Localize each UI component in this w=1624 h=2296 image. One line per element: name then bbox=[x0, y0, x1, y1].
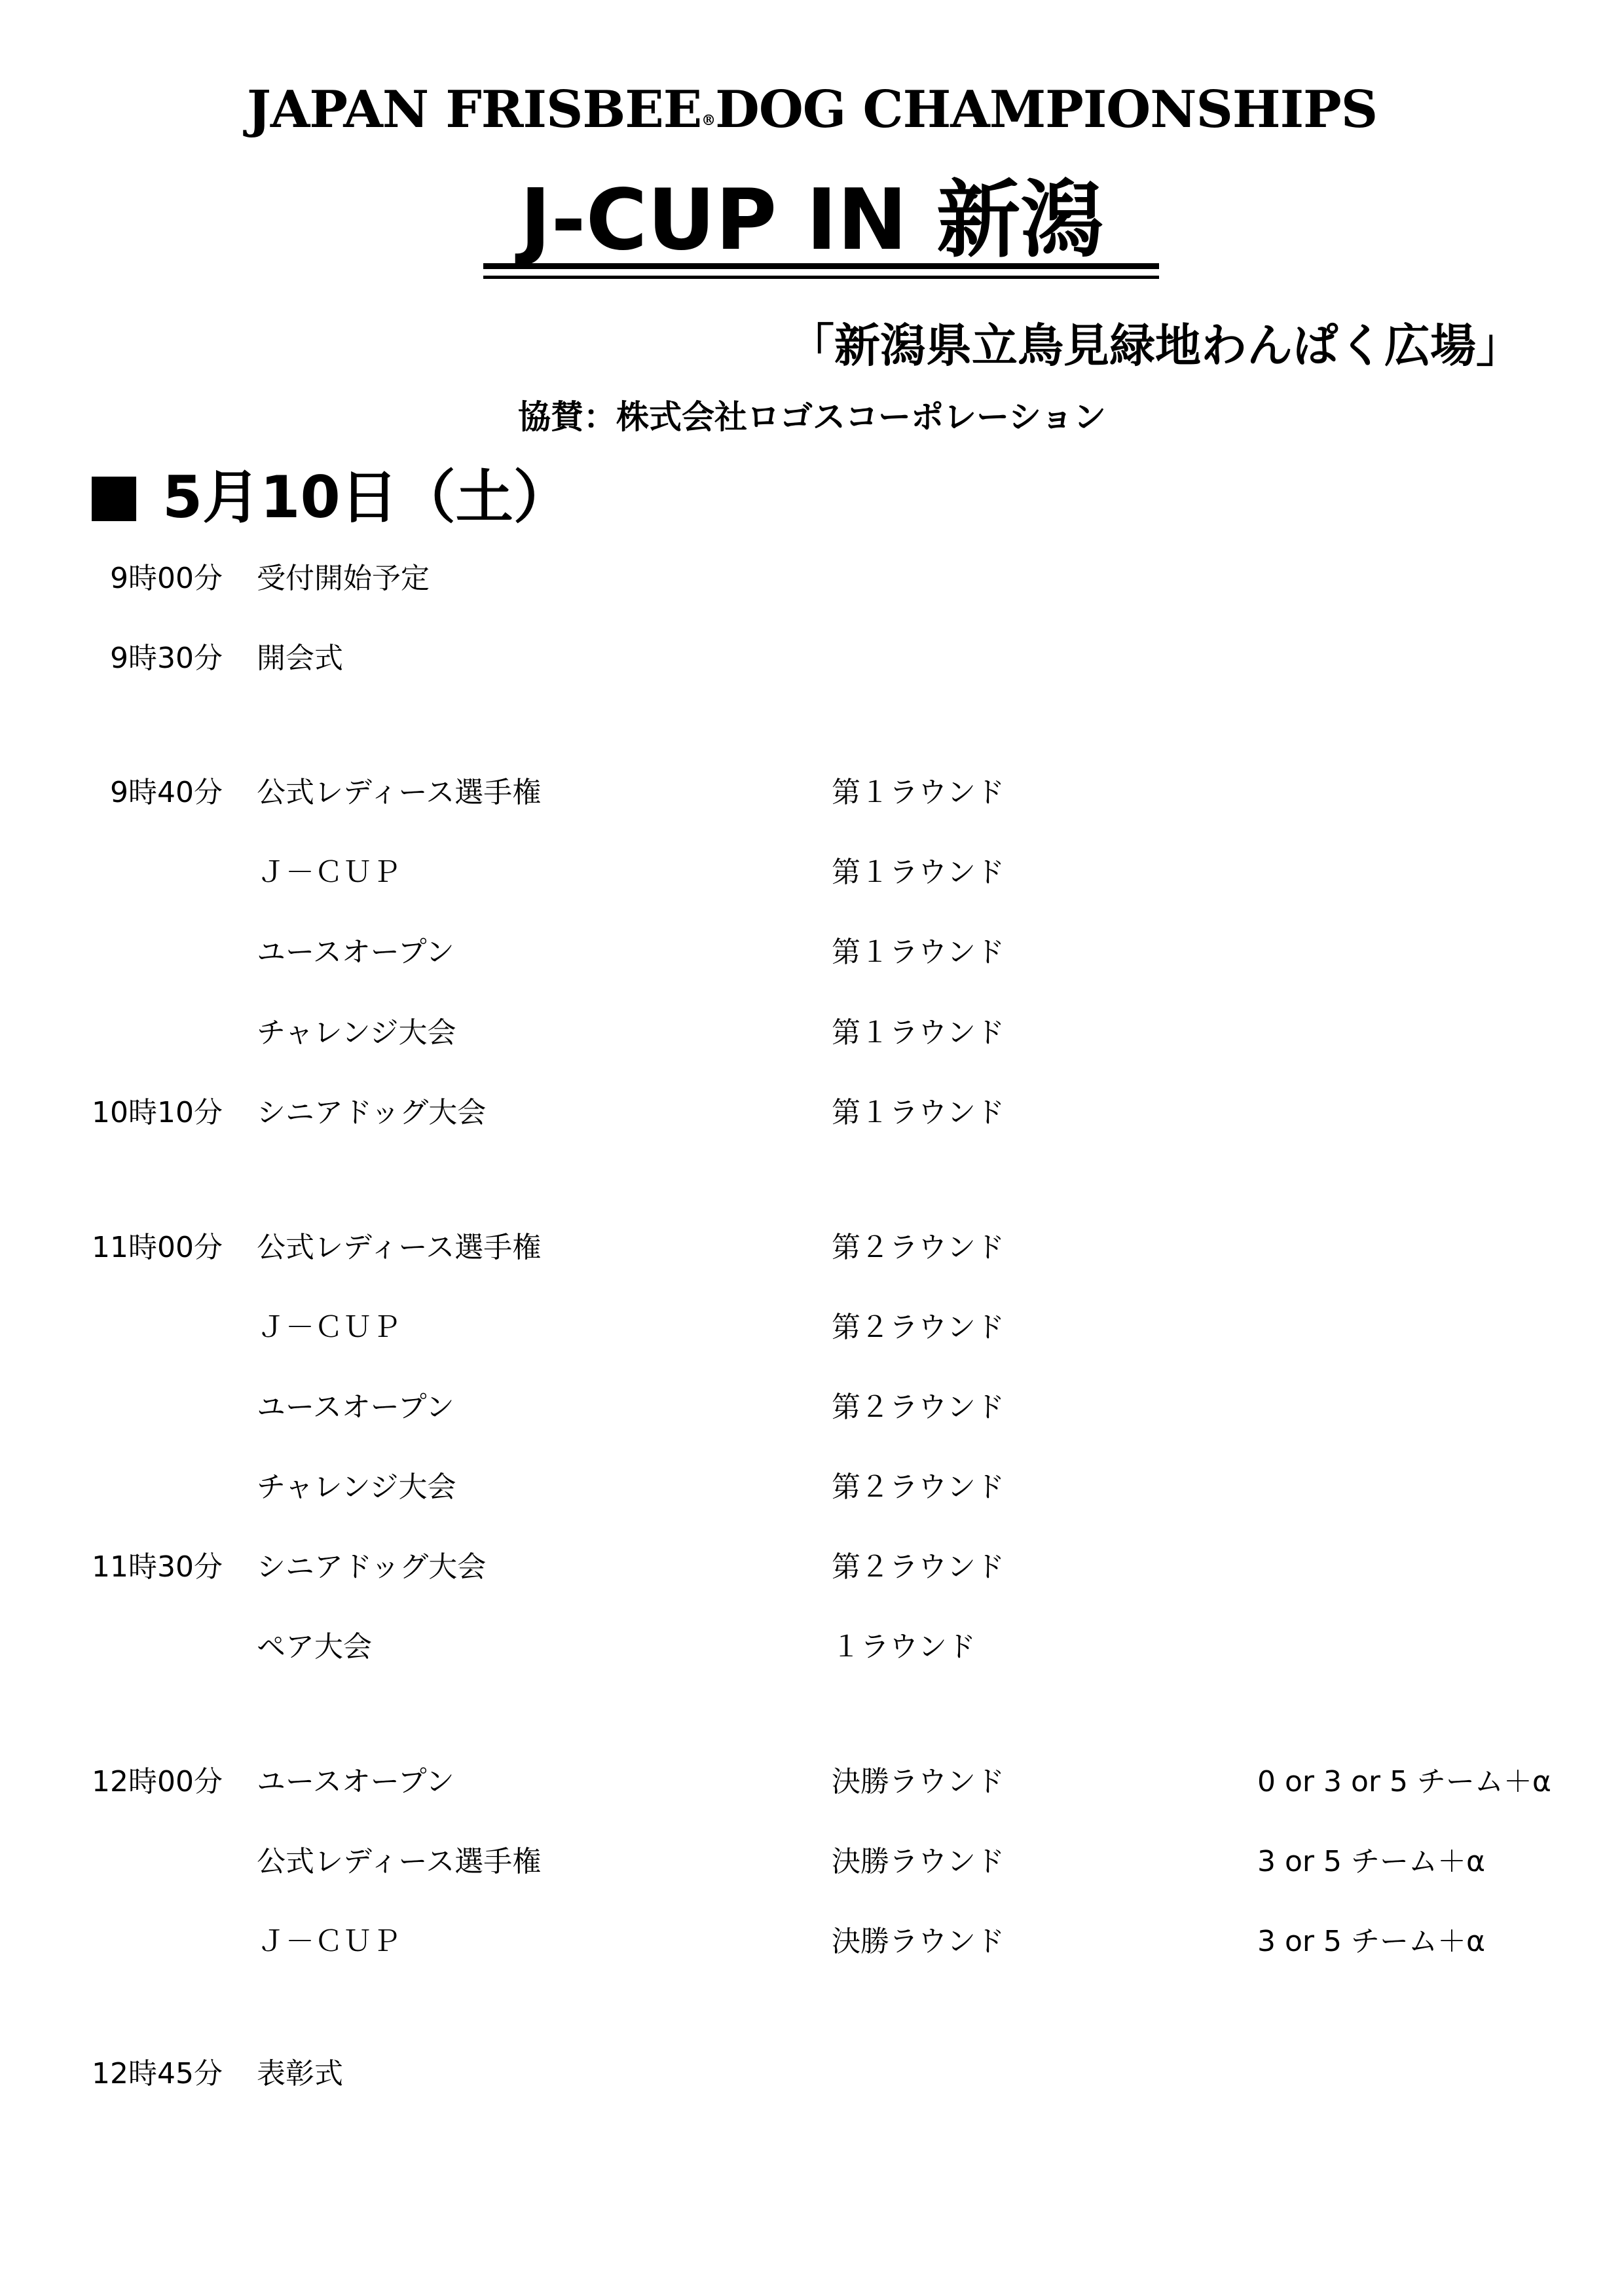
schedule-row bbox=[0, 767, 1624, 819]
schedule-time: 12時00分 bbox=[92, 1765, 223, 1798]
schedule-round: 第２ラウンド bbox=[832, 1470, 1005, 1504]
schedule-round: 第２ラウンド bbox=[832, 1550, 1005, 1584]
schedule-row bbox=[0, 926, 1624, 979]
schedule-time: 9時30分 bbox=[110, 642, 223, 675]
schedule-time: 10時10分 bbox=[92, 1096, 223, 1129]
schedule-event: ユースオープン bbox=[257, 936, 454, 969]
schedule-time: 11時00分 bbox=[92, 1231, 223, 1264]
schedule-row bbox=[0, 632, 1624, 685]
schedule-event: ペア大会 bbox=[257, 1630, 372, 1664]
schedule-event: 公式レディース選手権 bbox=[257, 776, 542, 809]
schedule-event: Ｊ－ＣＵＰ bbox=[257, 1311, 401, 1344]
registered-mark: ® bbox=[701, 112, 716, 129]
schedule-round: 第１ラウンド bbox=[832, 856, 1005, 889]
organization-name-tail: DOG CHAMPIONSHIPS bbox=[715, 80, 1378, 139]
schedule-time: 11時30分 bbox=[92, 1550, 223, 1584]
schedule-event: Ｊ－ＣＵＰ bbox=[257, 856, 401, 889]
schedule-row bbox=[0, 1621, 1624, 1673]
venue-name: 「新潟県立鳥見緑地わんぱく広場」 bbox=[788, 319, 1522, 373]
schedule-event: ユースオープン bbox=[257, 1391, 454, 1424]
schedule-round: 第１ラウンド bbox=[832, 776, 1005, 809]
date-label: 5月10日（土） bbox=[162, 464, 571, 531]
organization-name: JAPAN FRISBEE bbox=[246, 80, 702, 139]
schedule-event: 表彰式 bbox=[257, 2057, 343, 2090]
schedule-round: 決勝ラウンド bbox=[832, 1845, 1005, 1878]
schedule-round: 第１ラウンド bbox=[832, 1096, 1005, 1129]
schedule-round: 第２ラウンド bbox=[832, 1311, 1005, 1344]
schedule-row bbox=[0, 1756, 1624, 1808]
schedule-event: 公式レディース選手権 bbox=[257, 1845, 542, 1878]
schedule-round: １ラウンド bbox=[832, 1630, 976, 1664]
schedule-note: 0 or 3 or 5 チーム＋α bbox=[1257, 1765, 1551, 1798]
schedule-time: 9時00分 bbox=[110, 562, 223, 595]
schedule-row bbox=[0, 1381, 1624, 1434]
schedule-round: 決勝ラウンド bbox=[832, 1765, 1005, 1798]
schedule-row bbox=[0, 1087, 1624, 1139]
schedule-event: ユースオープン bbox=[257, 1765, 454, 1798]
schedule-row bbox=[0, 1007, 1624, 1059]
event-title: J-CUP IN 新潟 bbox=[519, 172, 1105, 269]
schedule-row bbox=[0, 1541, 1624, 1594]
schedule-event: 公式レディース選手権 bbox=[257, 1231, 542, 1264]
schedule-row bbox=[0, 2048, 1624, 2100]
schedule-note: 3 or 5 チーム＋α bbox=[1257, 1845, 1485, 1878]
schedule-event: シニアドッグ大会 bbox=[257, 1550, 487, 1584]
schedule-note: 3 or 5 チーム＋α bbox=[1257, 1925, 1485, 1958]
schedule-round: 第１ラウンド bbox=[832, 1016, 1005, 1049]
schedule-row bbox=[0, 1916, 1624, 1968]
schedule-time: 9時40分 bbox=[110, 776, 223, 809]
schedule-row bbox=[0, 1461, 1624, 1514]
schedule-event: シニアドッグ大会 bbox=[257, 1096, 487, 1129]
schedule-row bbox=[0, 1836, 1624, 1888]
schedule-row bbox=[0, 847, 1624, 899]
schedule-row bbox=[0, 1222, 1624, 1274]
schedule-event: 受付開始予定 bbox=[257, 562, 430, 595]
schedule-event: Ｊ－ＣＵＰ bbox=[257, 1925, 401, 1958]
schedule-event: チャレンジ大会 bbox=[257, 1470, 456, 1504]
schedule-row bbox=[0, 1302, 1624, 1354]
schedule-row bbox=[0, 553, 1624, 605]
schedule-event: チャレンジ大会 bbox=[257, 1016, 456, 1049]
schedule-round: 第１ラウンド bbox=[832, 936, 1005, 969]
sponsor-line: 協賛：株式会社ロゴスコーポレーション bbox=[518, 398, 1106, 436]
schedule-event: 開会式 bbox=[257, 642, 343, 675]
schedule-round: 決勝ラウンド bbox=[832, 1925, 1005, 1958]
schedule-time: 12時45分 bbox=[92, 2057, 223, 2090]
schedule-round: 第２ラウンド bbox=[832, 1391, 1005, 1424]
schedule-round: 第２ラウンド bbox=[832, 1231, 1005, 1264]
